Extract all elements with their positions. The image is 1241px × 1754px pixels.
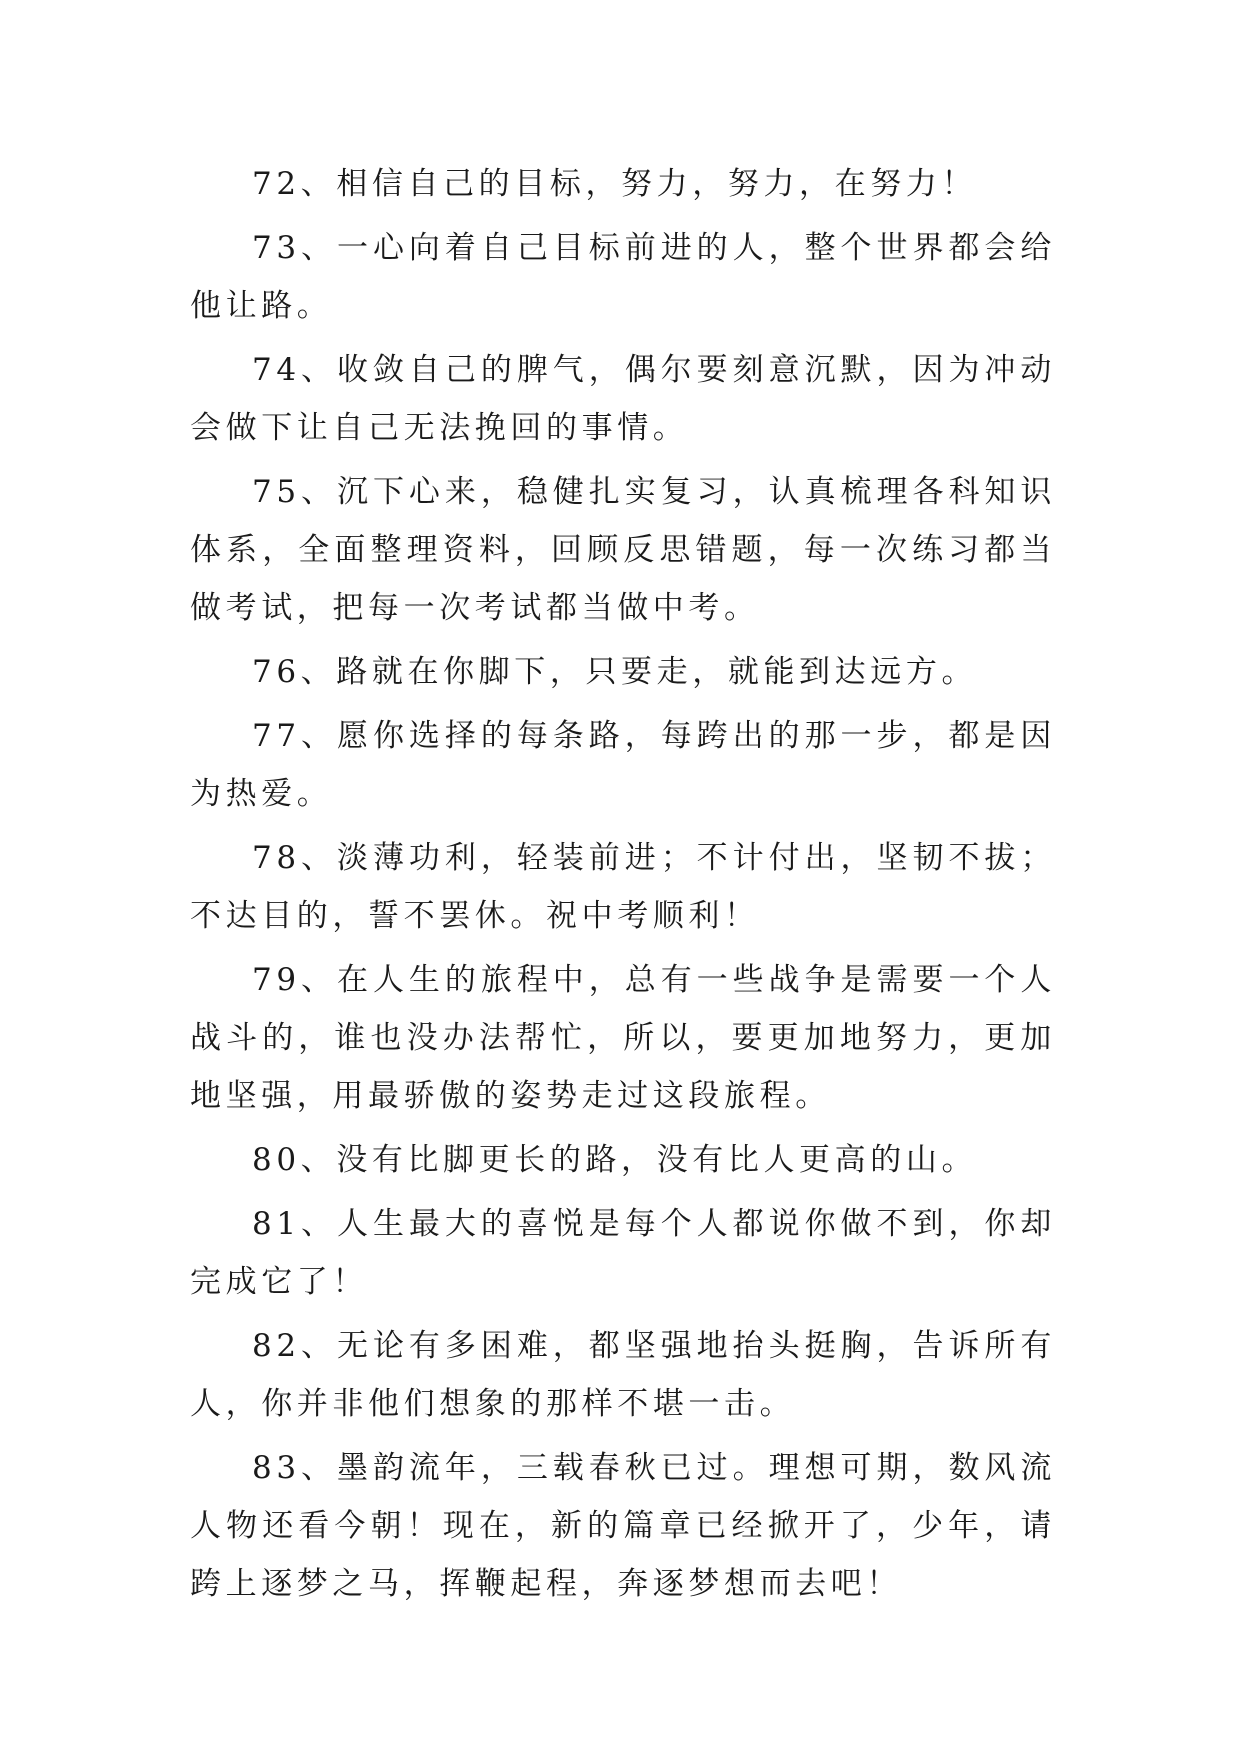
paragraph-78: 78、淡薄功利，轻装前进；不计付出，坚韧不拔；不达目的，誓不罢休。祝中考顺利！ bbox=[190, 840, 1056, 934]
paragraph-74: 74、收敛自己的脾气，偶尔要刻意沉默，因为冲动会做下让自己无法挽回的事情。 bbox=[190, 352, 1056, 446]
paragraph-80: 80、没有比脚更长的路，没有比人更高的山。 bbox=[252, 1142, 978, 1178]
paragraph-82: 82、无论有多困难，都坚强地抬头挺胸，告诉所有人，你并非他们想象的那样不堪一击。 bbox=[190, 1328, 1056, 1422]
paragraph-76: 76、路就在你脚下，只要走，就能到达远方。 bbox=[252, 654, 978, 690]
document-body bbox=[190, 155, 1056, 1619]
paragraph-72: 72、相信自己的目标，努力，努力，在努力！ bbox=[252, 166, 978, 202]
paragraph-83: 83、墨韵流年，三载春秋已过。理想可期，数风流人物还看今朝！现在，新的篇章已经掀开了，少年，请跨上逐梦之马，挥鞭起程，奔逐梦想而去吧！ bbox=[190, 1450, 1056, 1602]
paragraph-75: 75、沉下心来，稳健扎实复习，认真梳理各科知识体系，全面整理资料，回顾反思错题，每一次练习都当做考试，把每一次考试都当做中考。 bbox=[190, 474, 1056, 626]
paragraph-81: 81、人生最大的喜悦是每个人都说你做不到，你却完成它了！ bbox=[190, 1206, 1056, 1300]
paragraph-73: 73、一心向着自己目标前进的人，整个世界都会给他让路。 bbox=[190, 230, 1056, 324]
paragraph-79: 79、在人生的旅程中，总有一些战争是需要一个人战斗的，谁也没办法帮忙，所以，要更加地努力，更加地坚强，用最骄傲的姿势走过这段旅程。 bbox=[190, 962, 1056, 1114]
paragraph-77: 77、愿你选择的每条路，每跨出的那一步，都是因为热爱。 bbox=[190, 718, 1056, 812]
